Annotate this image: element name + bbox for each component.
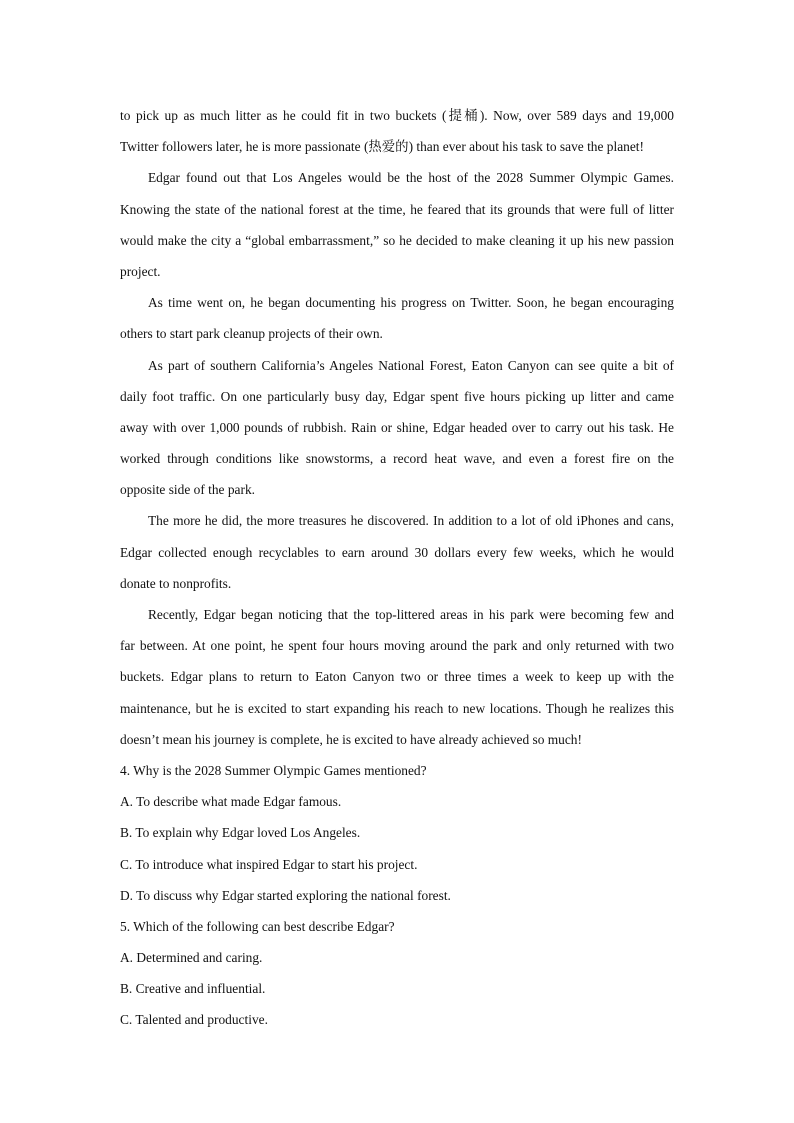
passage-line: far between. At one point, he spent four hours moving around the park and only returned with two bbox=[120, 638, 674, 654]
question-stem: 5. Which of the following can best describe Edgar? bbox=[120, 918, 395, 934]
passage-line: Recently, Edgar began noticing that the top-littered areas in his park were becoming few and bbox=[148, 607, 674, 622]
passage-line: As part of southern California’s Angeles National Forest, Eaton Canyon can see quite a bit of bbox=[148, 357, 674, 373]
passage-line: opposite side of the park. bbox=[120, 482, 255, 498]
answer-option: D. To discuss why Edgar started exploring the national forest. bbox=[120, 887, 451, 903]
passage-line: would make the city a “global embarrassment,” so he decided to make cleaning it up his new passion bbox=[120, 232, 674, 248]
passage-line: away with over 1,000 pounds of rubbish. Rain or shine, Edgar headed over to carry out his task. He bbox=[120, 419, 674, 435]
passage-line: worked through conditions like snowstorms, a record heat wave, and even a forest fire on the bbox=[120, 451, 674, 467]
passage-line: Edgar collected enough recyclables to earn around 30 dollars every few weeks, which he would bbox=[120, 544, 674, 560]
passage-line: to pick up as much litter as he could fit in two buckets (提桶). Now, over 589 days and 19,000 bbox=[120, 108, 674, 123]
passage-line: The more he did, the more treasures he discovered. In addition to a lot of old iPhones and cans, bbox=[148, 513, 674, 529]
passage-line: daily foot traffic. On one particularly busy day, Edgar spent five hours picking up litter and came bbox=[120, 388, 674, 404]
passage-line: doesn’t mean his journey is complete, he is excited to have already achieved so much! bbox=[120, 731, 582, 747]
answer-option: C. To introduce what inspired Edgar to start his project. bbox=[120, 856, 418, 872]
passage-line: Twitter followers later, he is more passionate (热爱的) than ever about his task to save the planet! bbox=[120, 139, 644, 155]
passage-line: others to start park cleanup projects of their own. bbox=[120, 326, 383, 342]
passage-line: donate to nonprofits. bbox=[120, 575, 232, 591]
passage-line: As time went on, he began documenting his progress on Twitter. Soon, he began encouraging bbox=[148, 295, 674, 311]
passage-line: buckets. Edgar plans to return to Eaton Canyon two or three times a week to keep up with the bbox=[120, 669, 674, 685]
answer-option: C. Talented and productive. bbox=[120, 1012, 268, 1028]
answer-option: A. Determined and caring. bbox=[120, 950, 263, 966]
answer-option: A. To describe what made Edgar famous. bbox=[120, 794, 342, 810]
document-page bbox=[120, 100, 674, 1036]
answer-option: B. Creative and influential. bbox=[120, 981, 266, 997]
question-stem: 4. Why is the 2028 Summer Olympic Games mentioned? bbox=[120, 762, 427, 778]
passage-line: Edgar found out that Los Angeles would be the host of the 2028 Summer Olympic Games. bbox=[148, 170, 674, 186]
answer-option: B. To explain why Edgar loved Los Angeles. bbox=[120, 825, 361, 841]
passage-line: maintenance, but he is excited to start expanding his reach to new locations. Though he realizes this bbox=[120, 700, 674, 716]
passage-line: project. bbox=[120, 263, 161, 279]
passage-line: Knowing the state of the national forest at the time, he feared that its grounds that were full of litter bbox=[120, 201, 674, 217]
